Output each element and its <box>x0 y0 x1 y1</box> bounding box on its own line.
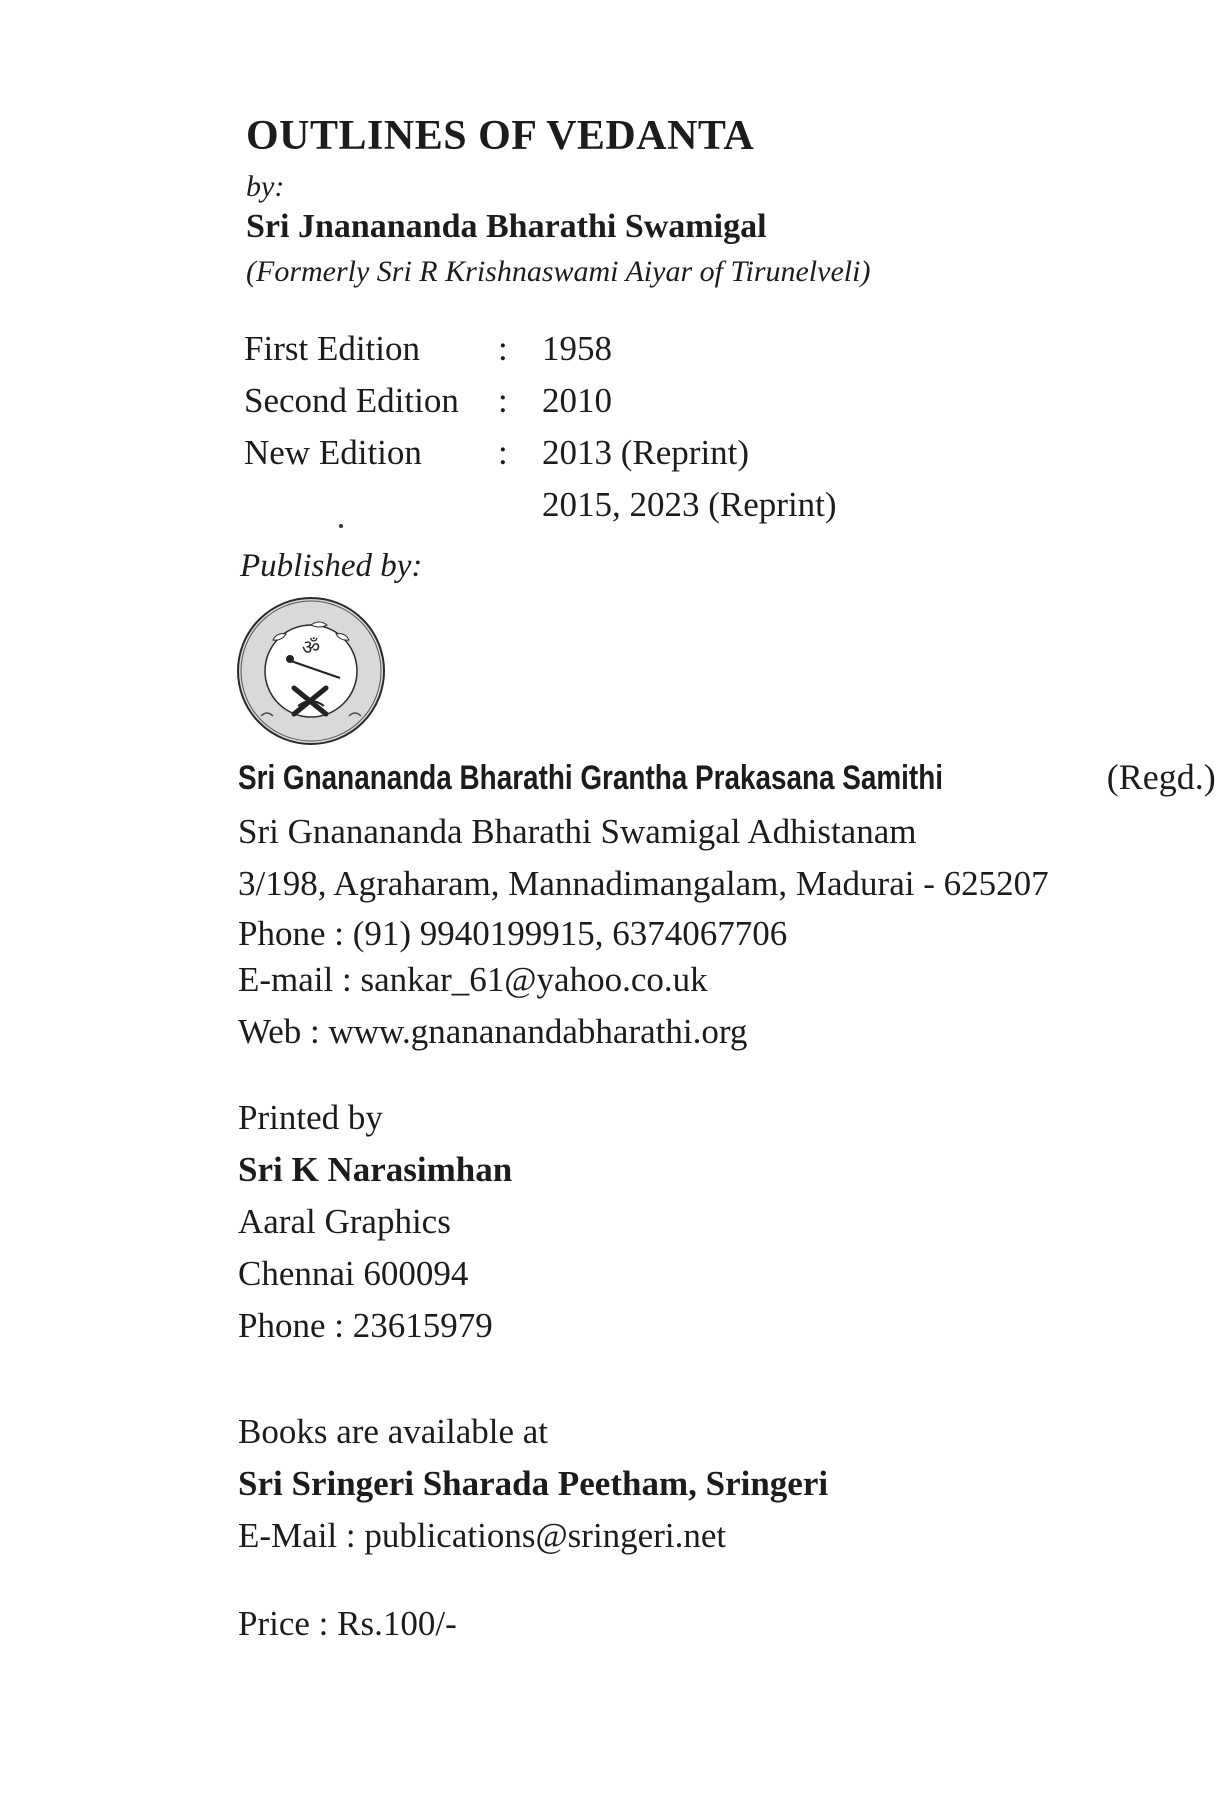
edition-colon: : <box>498 381 508 420</box>
edition-colon: : <box>498 329 508 368</box>
edition-colon: : <box>498 433 508 472</box>
edition-year: 1958 <box>542 329 612 368</box>
printer-phone: Phone : 23615979 <box>238 1306 493 1345</box>
printer-company: Aaral Graphics <box>238 1202 451 1241</box>
edition-year: 2015, 2023 (Reprint) <box>542 485 837 524</box>
price: Price : Rs.100/- <box>238 1604 457 1643</box>
printer-city: Chennai 600094 <box>238 1254 469 1293</box>
publisher-name-text: Sri Gnanananda Bharathi Grantha Prakasana Samithi <box>238 759 943 797</box>
availability-place: Sri Sringeri Sharada Peetham, Sringeri <box>238 1464 829 1503</box>
publisher-name <box>238 756 1216 798</box>
edition-year: 2010 <box>542 381 612 420</box>
publisher-web: Web : www.gnananandabharathi.org <box>238 1012 748 1051</box>
samithi-seal-logo-icon <box>236 596 386 746</box>
author-former-name: (Formerly Sri R Krishnaswami Aiyar of Tirunelveli) <box>246 255 871 288</box>
author-name: Sri Jnanananda Bharathi Swamigal <box>246 208 767 245</box>
edition-label: First Edition <box>244 329 420 368</box>
printed-by-label: Printed by <box>238 1098 383 1137</box>
edition-year: 2013 (Reprint) <box>542 433 750 472</box>
publisher-address-line1: Sri Gnanananda Bharathi Swamigal Adhistanam <box>238 812 917 851</box>
publisher-address-line2: 3/198, Agraharam, Mannadimangalam, Madurai - 625207 <box>238 864 1049 903</box>
stray-dot <box>339 524 343 528</box>
publisher-phone: Phone : (91) 9940199915, 6374067706 <box>238 914 788 953</box>
by-label: by: <box>246 170 285 203</box>
publisher-name-suffix: (Regd.) <box>1097 757 1216 797</box>
edition-label: New Edition <box>244 433 422 472</box>
availability-email: E-Mail : publications@sringeri.net <box>238 1516 727 1555</box>
book-title: OUTLINES OF VEDANTA <box>246 113 755 159</box>
edition-label: Second Edition <box>244 381 459 420</box>
printer-name: Sri K Narasimhan <box>238 1150 513 1189</box>
published-by-label: Published by: <box>240 548 423 584</box>
svg-text:ॐ: ॐ <box>301 635 321 659</box>
availability-label: Books are available at <box>238 1412 549 1451</box>
publisher-email: E-mail : sankar_61@yahoo.co.uk <box>238 960 708 999</box>
